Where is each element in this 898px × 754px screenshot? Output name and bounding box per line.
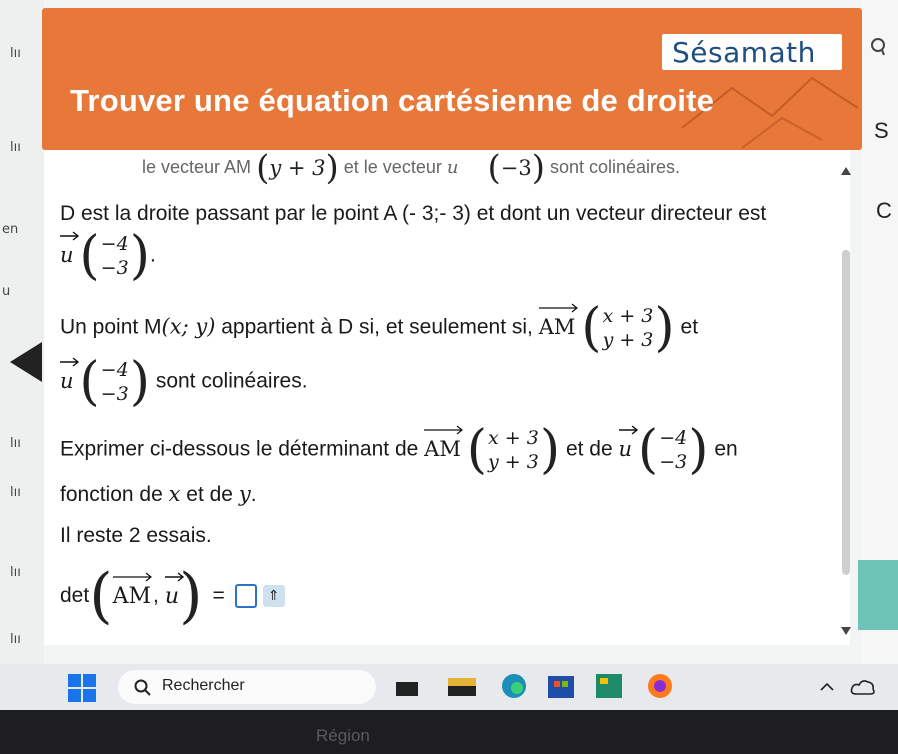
signal-glyph: lıı xyxy=(10,632,21,647)
text: et de xyxy=(186,483,233,506)
condition-line-2 xyxy=(60,352,308,412)
partial-vector-bottom: y + 3 xyxy=(269,156,326,180)
matrix-bottom: y + 3 xyxy=(487,451,539,473)
answer-row: det ( AM , u ) = ⇑ xyxy=(60,566,285,626)
signal-glyph: lıı xyxy=(10,485,21,500)
teal-accent-block xyxy=(858,560,898,630)
text: appartient à D si, et seulement si, xyxy=(221,315,533,339)
point-coords: (x; y) xyxy=(161,314,216,339)
vector-u xyxy=(619,437,633,461)
vector-u-letter: u xyxy=(60,368,74,393)
vector-arrow-icon xyxy=(60,357,80,367)
text: en xyxy=(714,437,738,461)
signal-glyph: lıı xyxy=(10,436,21,451)
matrix-top: x + 3 xyxy=(487,427,539,449)
page-title: Trouver une équation cartésienne de droite xyxy=(70,83,715,118)
period: . xyxy=(149,243,156,267)
vector-arrow-icon xyxy=(619,425,639,435)
windows-taskbar xyxy=(0,664,898,710)
comma: , xyxy=(153,584,159,607)
answer-input[interactable] xyxy=(235,584,257,608)
matrix-bottom: y + 3 xyxy=(602,329,654,351)
var-x: x xyxy=(168,482,181,506)
partial-line: le vecteur AM ( y + 3 ) et le vecteur u ( −3 ) sont colinéaires. xyxy=(142,148,681,188)
vector-am-label: AM xyxy=(424,436,461,461)
text: fonction de xyxy=(60,483,163,506)
signal-glyph: lıı xyxy=(10,140,21,155)
attempts-remaining: Il reste 2 essais. xyxy=(60,524,212,547)
vector-u-matrix: ( −4 −3 ) xyxy=(637,420,709,480)
direction-vector xyxy=(60,226,156,286)
vector-am-matrix: ( x + 3 y + 3 ) xyxy=(466,420,561,480)
exercise-content xyxy=(44,150,850,645)
partial-text: et le vecteur xyxy=(343,156,442,177)
partial-text: sont colinéaires. xyxy=(549,156,681,177)
matrix-bottom: −3 xyxy=(100,383,129,405)
vector-u-letter: u xyxy=(618,436,633,461)
firefox-icon[interactable] xyxy=(646,672,674,700)
region-label: Région xyxy=(316,726,370,745)
partial-text: le vecteur AM xyxy=(142,156,252,177)
matrix-top: −4 xyxy=(100,233,129,255)
vector-am-label: AM xyxy=(538,314,576,339)
instruction-line-1 xyxy=(60,420,738,480)
vector-arrow-icon xyxy=(424,425,464,435)
vector-u-matrix: ( −4 −3 ) xyxy=(79,352,150,412)
vector-arrow-icon xyxy=(60,231,80,241)
chevron-up-icon[interactable] xyxy=(820,682,834,692)
instruction-line-2 xyxy=(60,482,257,507)
vector-am xyxy=(424,437,461,461)
vector-am xyxy=(113,584,151,609)
matrix-top: −4 xyxy=(100,359,129,381)
vector-am xyxy=(539,315,576,339)
scroll-up-icon[interactable] xyxy=(840,166,852,176)
equals-sign: = xyxy=(212,584,225,607)
vector-u xyxy=(60,243,74,267)
exercise-header xyxy=(42,8,862,150)
var-y: y xyxy=(238,482,251,506)
scrollbar[interactable] xyxy=(842,250,850,575)
virtual-keyboard-button[interactable]: ⇑ xyxy=(263,585,285,607)
vector-u-letter: u xyxy=(164,583,180,609)
scroll-down-icon[interactable] xyxy=(840,626,852,636)
cloud-icon[interactable] xyxy=(850,678,876,696)
cut-text: u xyxy=(2,284,11,299)
vector-am-matrix: ( x + 3 y + 3 ) xyxy=(581,298,675,358)
search-placeholder: Rechercher xyxy=(162,677,245,694)
file-explorer-icon[interactable] xyxy=(448,674,476,698)
cut-letter: S xyxy=(874,118,889,143)
left-sidebar-strip xyxy=(0,0,44,664)
signal-glyph: lıı xyxy=(10,565,21,580)
matrix-top: −4 xyxy=(659,427,688,449)
text: Exprimer ci-dessous le déterminant de xyxy=(60,437,419,461)
partial-u: u xyxy=(446,156,459,178)
vector-u xyxy=(60,369,74,393)
app-icon[interactable] xyxy=(596,672,622,700)
back-arrow-icon[interactable] xyxy=(8,342,42,382)
vector-u-letter: u xyxy=(60,242,74,267)
search-icon[interactable] xyxy=(870,36,888,58)
search-icon xyxy=(134,679,152,697)
cut-text: en xyxy=(2,222,19,237)
vector-arrow-icon xyxy=(113,572,153,582)
taskbar-search[interactable] xyxy=(118,670,376,704)
windows-start-icon[interactable] xyxy=(68,674,96,702)
text: et de xyxy=(565,437,613,461)
det-label: det xyxy=(60,584,90,607)
edge-icon[interactable] xyxy=(500,672,528,700)
text: et xyxy=(680,315,699,339)
vector-u-matrix: ( −4 −3 ) xyxy=(79,226,150,286)
cut-letter: C xyxy=(876,198,892,223)
matrix-bottom: −3 xyxy=(100,257,129,279)
signal-glyph: lıı xyxy=(10,46,21,61)
condition-line-1 xyxy=(60,298,699,358)
matrix-top: x + 3 xyxy=(602,305,654,327)
vector-arrow-icon xyxy=(165,572,185,582)
sesamath-logo[interactable] xyxy=(662,34,842,70)
vector-am-label: AM xyxy=(112,583,152,609)
task-view-icon[interactable] xyxy=(396,678,418,698)
vector-arrow-icon xyxy=(539,303,579,313)
problem-statement: D est la droite passant par le point A (- 3;- 3) et dont un vecteur directeur est xyxy=(60,202,767,225)
vector-u xyxy=(165,584,179,609)
partial-u-bottom: −3 xyxy=(500,156,532,180)
brand-name: Sésamath xyxy=(672,36,816,69)
store-icon[interactable] xyxy=(548,672,574,700)
text: Un point M xyxy=(60,315,162,339)
text: sont colinéaires. xyxy=(155,369,308,393)
desk-bottom-edge xyxy=(0,710,898,754)
period: . xyxy=(250,483,257,506)
matrix-bottom: −3 xyxy=(659,451,688,473)
